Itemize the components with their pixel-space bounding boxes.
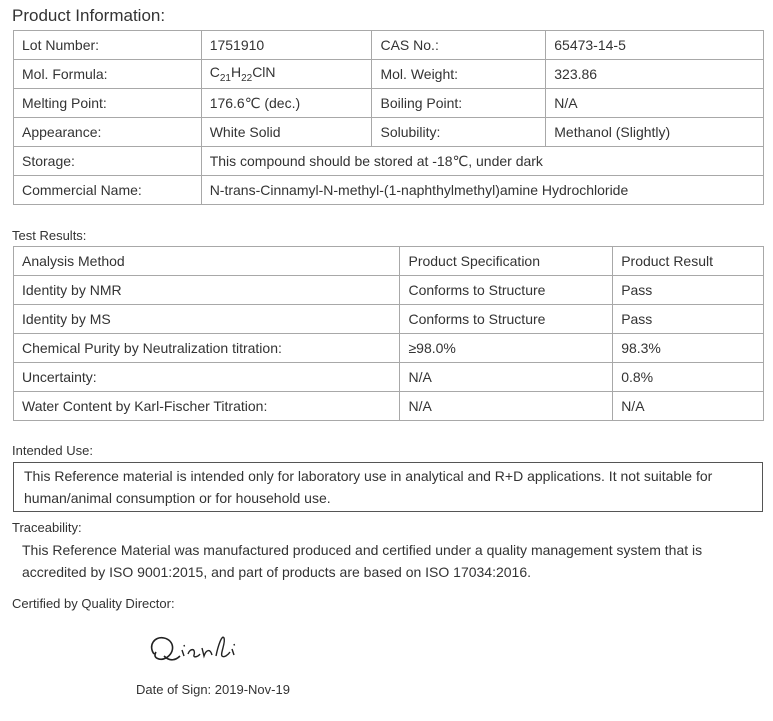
product-info-table: [13, 30, 764, 205]
product-specification: Conforms to Structure: [400, 305, 613, 334]
analysis-method: Identity by MS: [14, 305, 400, 334]
column-header: Analysis Method: [14, 247, 400, 276]
lot-value: 1751910: [201, 31, 372, 60]
analysis-method: Chemical Purity by Neutralization titration:: [14, 334, 400, 363]
table-row: [14, 305, 764, 334]
table-row: [14, 392, 764, 421]
table-row: [14, 363, 764, 392]
product-result: Pass: [613, 305, 764, 334]
analysis-method: Uncertainty:: [14, 363, 400, 392]
table-header-row: [14, 247, 764, 276]
traceability-text: This Reference Material was manufactured produced and certified under a quality management system that is accredited by ISO 9001:2015, and part of products are based on ISO 17034:2016.: [22, 542, 703, 580]
table-row: [14, 60, 764, 89]
formula-h-sub: 22: [241, 72, 253, 84]
table-row: [14, 276, 764, 305]
product-specification: N/A: [400, 363, 613, 392]
table-row: [14, 147, 764, 176]
page-title: Product Information:: [12, 6, 166, 25]
formula-c: C: [209, 64, 220, 81]
analysis-method: Water Content by Karl-Fischer Titration:: [14, 392, 400, 421]
product-specification: ≥98.0%: [400, 334, 613, 363]
cas-value: 65473-14-5: [546, 31, 764, 60]
analysis-method: Identity by NMR: [14, 276, 400, 305]
table-row: [14, 31, 764, 60]
product-result: 98.3%: [613, 334, 764, 363]
date-of-sign: [136, 682, 290, 697]
solubility-label: Solubility:: [372, 118, 546, 147]
column-header: Product Specification: [400, 247, 613, 276]
product-result: 0.8%: [613, 363, 764, 392]
weight-label: Mol. Weight:: [372, 60, 546, 89]
formula-h: H: [230, 64, 242, 81]
date-label: Date of Sign:: [136, 682, 212, 697]
lot-label: Lot Number:: [14, 31, 202, 60]
appearance-label: Appearance:: [14, 118, 202, 147]
product-result: N/A: [613, 392, 764, 421]
column-header: Product Result: [613, 247, 764, 276]
table-row: [14, 118, 764, 147]
solubility-value: Methanol (Slightly): [546, 118, 764, 147]
table-row: [14, 334, 764, 363]
test-results-label: Test Results:: [12, 228, 87, 243]
boiling-label: Boiling Point:: [372, 89, 546, 118]
intended-use-box: This Reference material is intended only for laboratory use in analytical and R+D applications. It not suitable for human/animal consumption or for household use.: [13, 462, 763, 512]
storage-value: This compound should be stored at -18℃, under dark: [201, 147, 763, 176]
weight-value: 323.86: [546, 60, 764, 89]
product-specification: Conforms to Structure: [400, 276, 613, 305]
certified-label: Certified by Quality Director:: [12, 596, 175, 611]
product-result: Pass: [613, 276, 764, 305]
intended-use-label: Intended Use:: [12, 443, 93, 458]
date-value: 2019-Nov-19: [214, 682, 290, 697]
commercial-name-value: N-trans-Cinnamyl-N-methyl-(1-naphthylmethyl)amine Hydrochloride: [201, 176, 763, 205]
cas-label: CAS No.:: [372, 31, 546, 60]
melting-value: 176.6℃ (dec.): [201, 89, 372, 118]
boiling-value: N/A: [546, 89, 764, 118]
storage-label: Storage:: [14, 147, 202, 176]
formula-value: [201, 60, 372, 89]
table-row: [14, 89, 764, 118]
appearance-value: White Solid: [201, 118, 372, 147]
signature-image: [146, 628, 246, 668]
formula-label: Mol. Formula:: [14, 60, 202, 89]
commercial-name-label: Commercial Name:: [14, 176, 202, 205]
test-results-table: [13, 246, 764, 421]
table-row: [14, 176, 764, 205]
formula-rest: ClN: [252, 64, 276, 81]
melting-label: Melting Point:: [14, 89, 202, 118]
product-specification: N/A: [400, 392, 613, 421]
formula-c-sub: 21: [219, 72, 231, 84]
traceability-label: Traceability:: [12, 520, 82, 535]
